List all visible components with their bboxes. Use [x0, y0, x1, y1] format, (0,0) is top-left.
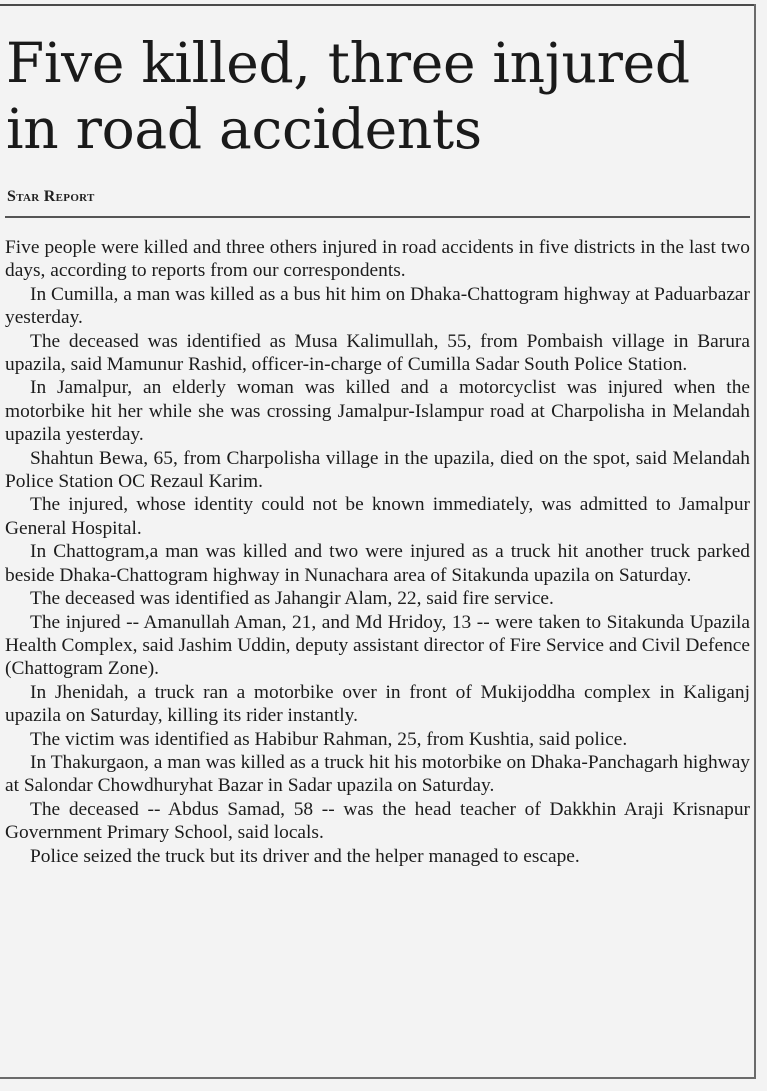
paragraph: The victim was identified as Habibur Rahman, 25, from Kushtia, said police.: [30, 728, 628, 750]
paragraph: The deceased was identified as Jahangir Alam, 22, said fire service.: [30, 588, 554, 610]
paragraph: In Cumilla, a man was killed as a bus hit him on Dhaka-Chattogram highway at Paduarbazar yesterday.: [5, 283, 750, 329]
paragraph: The deceased was identified as Musa Kalimullah, 55, from Pombaish village in Barura upazila, said Mamunur Rashid, officer-in-charge of Cumilla Sadar South Police Station.: [5, 330, 750, 376]
paragraph: In Chattogram,a man was killed and two were injured as a truck hit another truck parked beside Dhaka-Chattogram highway in Nunachara area of Sitakunda upazila on Saturday.: [5, 541, 750, 586]
top-border-rule: [0, 4, 755, 6]
article-body: [5, 236, 750, 868]
paragraph: The injured -- Amanullah Aman, 21, and Md Hridoy, 13 -- were taken to Sitakunda Upazila Health Complex, said Jashim Uddin, deputy assistant director of Fire Service and Civil Defence (Chattogram Zone).: [5, 611, 750, 680]
byline-divider: [5, 216, 750, 218]
paragraph: In Jamalpur, an elderly woman was killed and a motorcyclist was injured when the motorbike hit her while she was crossing Jamalpur-Islampur road at Charpolisha in Melandah upazila yesterday.: [5, 377, 750, 446]
paragraph: In Jhenidah, a truck ran a motorbike over in front of Mukijoddha complex in Kaliganj upazila on Saturday, killing its rider instantly.: [5, 681, 750, 727]
paragraph: The deceased -- Abdus Samad, 58 -- was the head teacher of Dakkhin Araji Krisnapur Government Primary School, said locals.: [5, 798, 750, 844]
paragraph: In Thakurgaon, a man was killed as a truck hit his motorbike on Dhaka-Panchagarh highway at Salondar Chowdhuryhat Bazar in Sadar upazila on Saturday.: [5, 751, 750, 797]
paragraph: Police seized the truck but its driver and the helper managed to escape.: [30, 845, 580, 867]
paragraph-lead: Five people were killed and three others injured in road accidents in five districts in the last two days, according to reports from our correspondents.: [5, 237, 750, 282]
headline: Five killed, three injured in road accidents: [6, 31, 690, 161]
right-border-rule: [754, 4, 756, 1079]
paragraph: Shahtun Bewa, 65, from Charpolisha village in the upazila, died on the spot, said Melandah Police Station OC Rezaul Karim.: [5, 447, 750, 493]
paragraph: The injured, whose identity could not be known immediately, was admitted to Jamalpur General Hospital.: [5, 494, 750, 539]
bottom-border-rule: [0, 1077, 756, 1079]
byline: Star Report: [7, 188, 95, 205]
